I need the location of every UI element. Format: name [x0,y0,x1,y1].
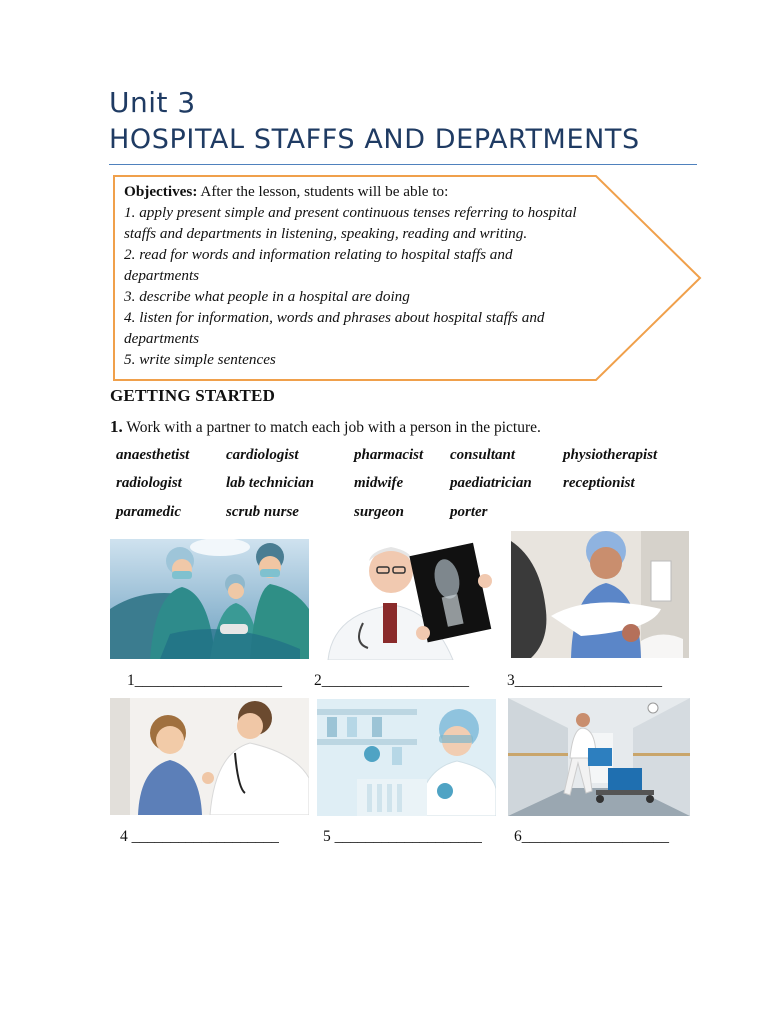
exercise-instruction [110,417,541,437]
word-bank-item: radiologist [116,475,182,491]
objective-line: departments [124,267,200,284]
answer-blank[interactable]: 3___________________ [507,672,662,689]
objectives-label: Objectives: [124,183,198,200]
doctor-xray-photo [323,533,500,660]
word-bank-item: receptionist [563,475,635,491]
word-bank-item: scrub nurse [226,504,299,520]
word-bank-item: surgeon [354,504,405,520]
objective-line: 3. describe what people in a hospital are doing [124,288,410,305]
exercise-instruction-text: Work with a partner to match each job with a person in the picture. [122,419,541,436]
word-bank-item: anaesthetist [116,447,190,463]
word-bank-item: midwife [354,475,404,491]
doctor-child-photo [110,698,309,815]
nurse-newborn-photo [511,531,689,658]
answer-blank[interactable]: 2___________________ [314,672,469,689]
objective-line: staffs and departments in listening, speaking, reading and writing. [124,225,528,242]
page-title: HOSPITAL STAFFS AND DEPARTMENTS [109,124,640,155]
objectives-intro-text: After the lesson, students will be able to: [197,183,449,200]
word-bank-item: cardiologist [226,447,299,463]
section-heading: GETTING STARTED [110,386,276,405]
word-bank-item: physiotherapist [563,447,658,463]
objective-line: departments [124,330,200,347]
word-bank-item: consultant [450,447,516,463]
lab-technician-photo [317,699,496,816]
exercise-number: 1. [110,417,123,436]
word-bank-item: paramedic [116,504,181,520]
hospital-porter-photo [508,698,690,816]
objective-line: 2. read for words and information relating to hospital staffs and [124,246,513,263]
answer-blank[interactable]: 5 ___________________ [323,828,482,845]
word-bank-item: lab technician [226,475,314,491]
surgery-team-photo [110,539,309,659]
objective-line: 5. write simple sentences [124,351,276,368]
unit-title: Unit 3 [109,86,196,119]
objective-line: 4. listen for information, words and phrases about hospital staffs and [124,309,545,326]
objectives-text [124,181,644,370]
word-bank-item: pharmacist [354,447,424,463]
word-bank-item: paediatrician [450,475,532,491]
objectives-intro [124,181,644,202]
word-bank-item: porter [450,504,488,520]
objective-line: 1. apply present simple and present continuous tenses referring to hospital [124,204,577,221]
answer-blank[interactable]: 6___________________ [514,828,669,845]
answer-blank[interactable]: 4 ___________________ [120,828,279,845]
answer-blank[interactable]: 1___________________ [127,672,282,689]
